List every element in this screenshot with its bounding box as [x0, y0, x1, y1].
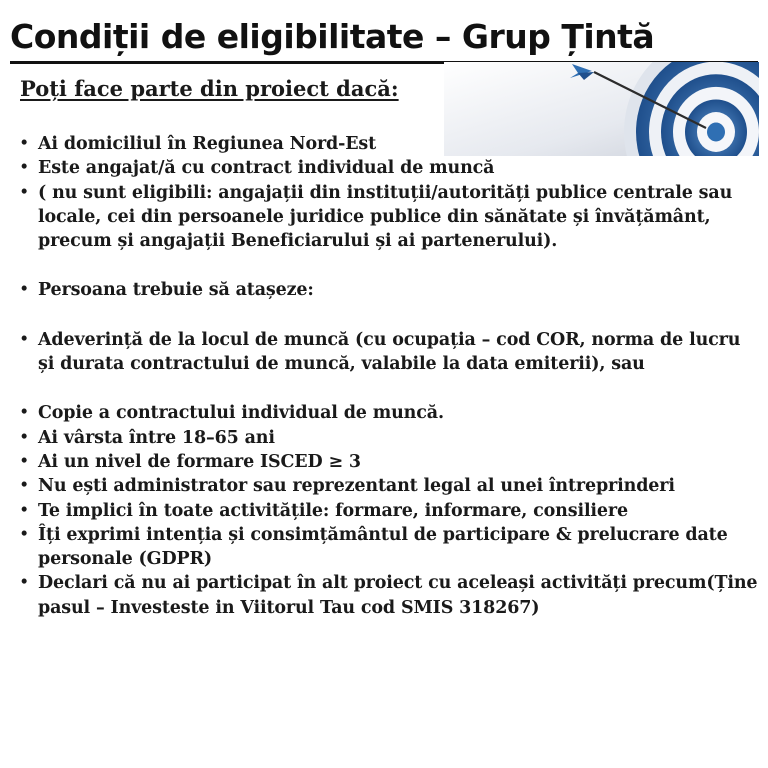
list-spacer — [0, 253, 768, 278]
list-item: • Este angajat/ă cu contract individual de muncă — [0, 156, 768, 180]
list-item: • Nu ești administrator sau reprezentant legal al unei întreprinderi — [0, 474, 768, 498]
list-spacer — [0, 303, 768, 328]
eligibility-list — [0, 132, 768, 620]
list-item: • Declari că nu ai participat în alt proiect cu aceleași activități precum(Ține pasul – Investeste in Viitorul Tau cod SMIS 318267) — [0, 571, 768, 620]
list-item: • Copie a contractului individual de muncă. — [0, 401, 768, 425]
list-item: • Ai vârsta între 18–65 ani — [0, 426, 768, 450]
list-item: • Îți exprimi intenția și consimțământul de participare & prelucrare date personale (GDPR) — [0, 523, 768, 572]
list-item: • Persoana trebuie să atașeze: — [0, 278, 768, 302]
list-item: • Adeverință de la locul de muncă (cu ocupația – cod COR, norma de lucru și durata contractului de muncă, valabile la data emiterii), sau — [0, 328, 768, 377]
page-title: Condiții de eligibilitate – Grup Țintă — [10, 17, 655, 56]
list-item: • Ai un nivel de formare ISCED ≥ 3 — [0, 450, 768, 474]
list-item: • ( nu sunt eligibili: angajații din instituții/autorități publice centrale sau locale, cei din persoanele juridice publice din sănătate și învățământ, precum și angajații Beneficiarului și ai partenerului). — [0, 181, 768, 254]
list-item: • Ai domiciliul în Regiunea Nord-Est — [0, 132, 768, 156]
list-item: • Te implici în toate activitățile: formare, informare, consiliere — [0, 499, 768, 523]
list-spacer — [0, 376, 768, 401]
section-subtitle: Poți face parte din proiect dacă: — [20, 76, 399, 101]
